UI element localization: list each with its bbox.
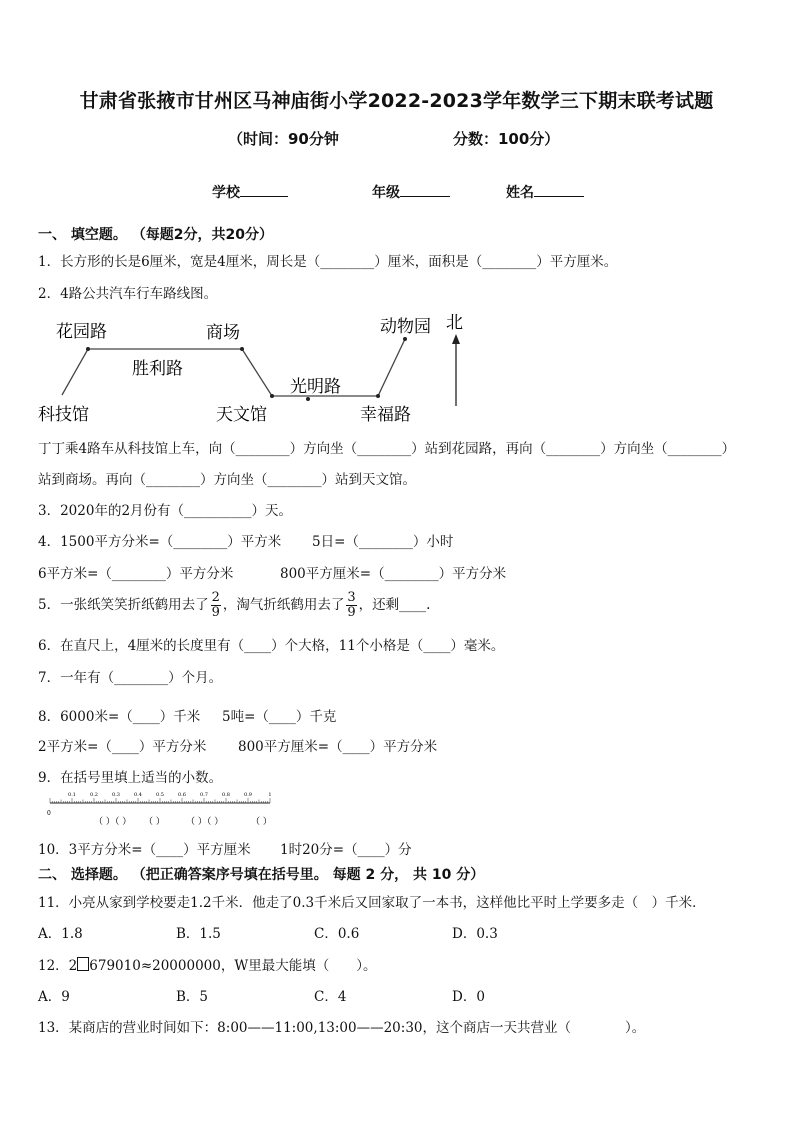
ruler-zero-label: 0	[47, 810, 51, 817]
question-6: 6．在直尺上，4厘米的长度里有（____）个大格，11个小格是（____）毫米。	[38, 638, 505, 654]
q11-option-c: C．0.6	[314, 926, 360, 942]
fraction-numerator: 2	[211, 590, 220, 605]
label-science-museum: 科技馆	[38, 405, 89, 425]
fraction-denominator: 9	[347, 605, 356, 620]
question-4-a: 4．1500平方分米=（________）平方米	[38, 534, 282, 550]
section-2-heading: 二、 选择题。 （把正确答案序号填在括号里。 每题 2 分， 共 10 分）	[38, 867, 485, 883]
stop-dot	[403, 337, 407, 341]
label-shengli-road: 胜利路	[132, 359, 183, 379]
question-2-line-2: 站到商场。再向（________）方向坐（________）站到天文馆。	[38, 472, 416, 488]
question-10-b: 1时20分=（____）分	[280, 842, 412, 858]
stop-dot	[376, 394, 380, 398]
name-field	[506, 182, 584, 202]
label-mall: 商场	[206, 323, 240, 343]
ruler-tick-label: 0.7	[200, 792, 208, 798]
fraction-denominator: 9	[211, 605, 220, 620]
answer-box	[77, 957, 89, 971]
question-5-part-a: 5．一张纸笑笑折纸鹤用去了	[38, 597, 209, 613]
section-1-heading: 一、 填空题。 （每题2分，共20分）	[38, 227, 273, 243]
question-1: 1．长方形的长是6厘米，宽是4厘米，周长是（________）厘米，面积是（________）平方厘米。	[38, 254, 618, 270]
q12-option-c: C．4	[314, 989, 347, 1005]
ruler-answer-parens: （ ）	[144, 817, 165, 827]
ruler-tick-label: 0.5	[156, 792, 164, 798]
question-12-part-a: 12．2	[38, 958, 78, 974]
question-2-line-1: 丁丁乘4路车从科技馆上车，向（________）方向坐（________）站到花园路，再向（________）方向坐（________）	[38, 441, 736, 457]
question-4-c: 6平方米=（________）平方分米	[38, 566, 234, 582]
q12-option-d: D．0	[452, 989, 485, 1005]
ruler-tick-label: 0.9	[244, 792, 252, 798]
fraction-numerator: 3	[347, 590, 356, 605]
label-guangming-road: 光明路	[290, 377, 341, 397]
ruler-tick-label: 0.8	[222, 792, 230, 798]
ruler-tick-label: 0.2	[90, 792, 98, 798]
ruler-tick-label: 1	[268, 792, 272, 798]
question-5-part-b: ，淘气折纸鹤用去了	[222, 597, 345, 613]
question-3: 3．2020年的2月份有（__________）天。	[38, 503, 293, 519]
question-4-d: 800平方厘米=（________）平方分米	[280, 566, 507, 582]
stop-dot	[86, 347, 90, 351]
question-12	[38, 954, 376, 974]
label-zoo: 动物园	[380, 317, 431, 337]
question-5	[38, 591, 430, 620]
school-label: 学校	[212, 185, 240, 201]
grade-field	[372, 182, 450, 202]
score-info: 分数：100分）	[453, 130, 560, 148]
north-arrow-icon	[452, 334, 460, 344]
q11-option-a: A．1.8	[38, 926, 83, 942]
question-8-b: 5吨=（____）千克	[222, 709, 337, 725]
label-garden-road: 花园路	[56, 322, 107, 342]
fraction-3-9	[346, 591, 356, 620]
question-11: 11．小亮从家到学校要走1.2千米．他走了0.3千米后又回家取了一本书，这样他比平时上学要多走（ ）千米．	[38, 895, 706, 911]
decimal-ruler	[44, 790, 284, 830]
school-field	[212, 182, 288, 202]
stop-dot	[270, 394, 274, 398]
ruler-tick-label: 0.3	[112, 792, 120, 798]
label-xingfu-road: 幸福路	[360, 405, 411, 425]
question-8-a: 8．6000米=（____）千米	[38, 709, 201, 725]
bus-route-map	[30, 306, 480, 430]
stop-dot	[240, 347, 244, 351]
name-label: 姓名	[506, 185, 534, 201]
question-12-part-b: 679010≈20000000，W里最大能填（ ）。	[89, 958, 377, 974]
question-9: 9．在括号里填上适当的小数。	[38, 770, 223, 786]
label-observatory: 天文馆	[216, 405, 267, 425]
question-7: 7．一年有（________）个月。	[38, 670, 223, 686]
question-8-d: 800平方厘米=（____）平方分米	[238, 739, 438, 755]
question-13: 13．某商店的营业时间如下：8:00——11:00,13:00——20:30，这个商店一天共营业（ ）。	[38, 1020, 646, 1036]
stop-dot	[306, 397, 310, 401]
label-north: 北	[446, 313, 463, 333]
ruler-answer-parens: （ ）（ ）	[186, 817, 224, 827]
q12-option-b: B．5	[176, 989, 209, 1005]
ruler-tick-label: 0.6	[178, 792, 186, 798]
time-info: （时间：90分钟	[228, 130, 339, 148]
ruler-ticks	[50, 798, 270, 803]
question-5-part-c: ，还剩____.	[358, 597, 431, 613]
question-10-a: 10．3平方分米=（____）平方厘米	[38, 842, 251, 858]
question-4-b: 5日=（________）小时	[312, 534, 454, 550]
ruler-tick-label: 0.1	[68, 792, 76, 798]
ruler-answer-parens: （ ）	[251, 817, 272, 827]
fraction-2-9	[211, 591, 221, 620]
question-2: 2．4路公共汽车行车路线图。	[38, 286, 218, 302]
q11-option-d: D．0.3	[452, 926, 498, 942]
q12-option-a: A．9	[38, 989, 70, 1005]
ruler-labels	[68, 792, 272, 798]
exam-title: 甘肃省张掖市甘州区马神庙街小学2022-2023学年数学三下期末联考试题	[79, 90, 714, 112]
q11-option-b: B．1.5	[176, 926, 221, 942]
grade-label: 年级	[372, 185, 400, 201]
ruler-answer-parens: （ ）（ ）	[94, 817, 132, 827]
question-8-c: 2平方米=（____）平方分米	[38, 739, 207, 755]
route-line	[62, 339, 405, 396]
ruler-tick-label: 0.4	[134, 792, 142, 798]
